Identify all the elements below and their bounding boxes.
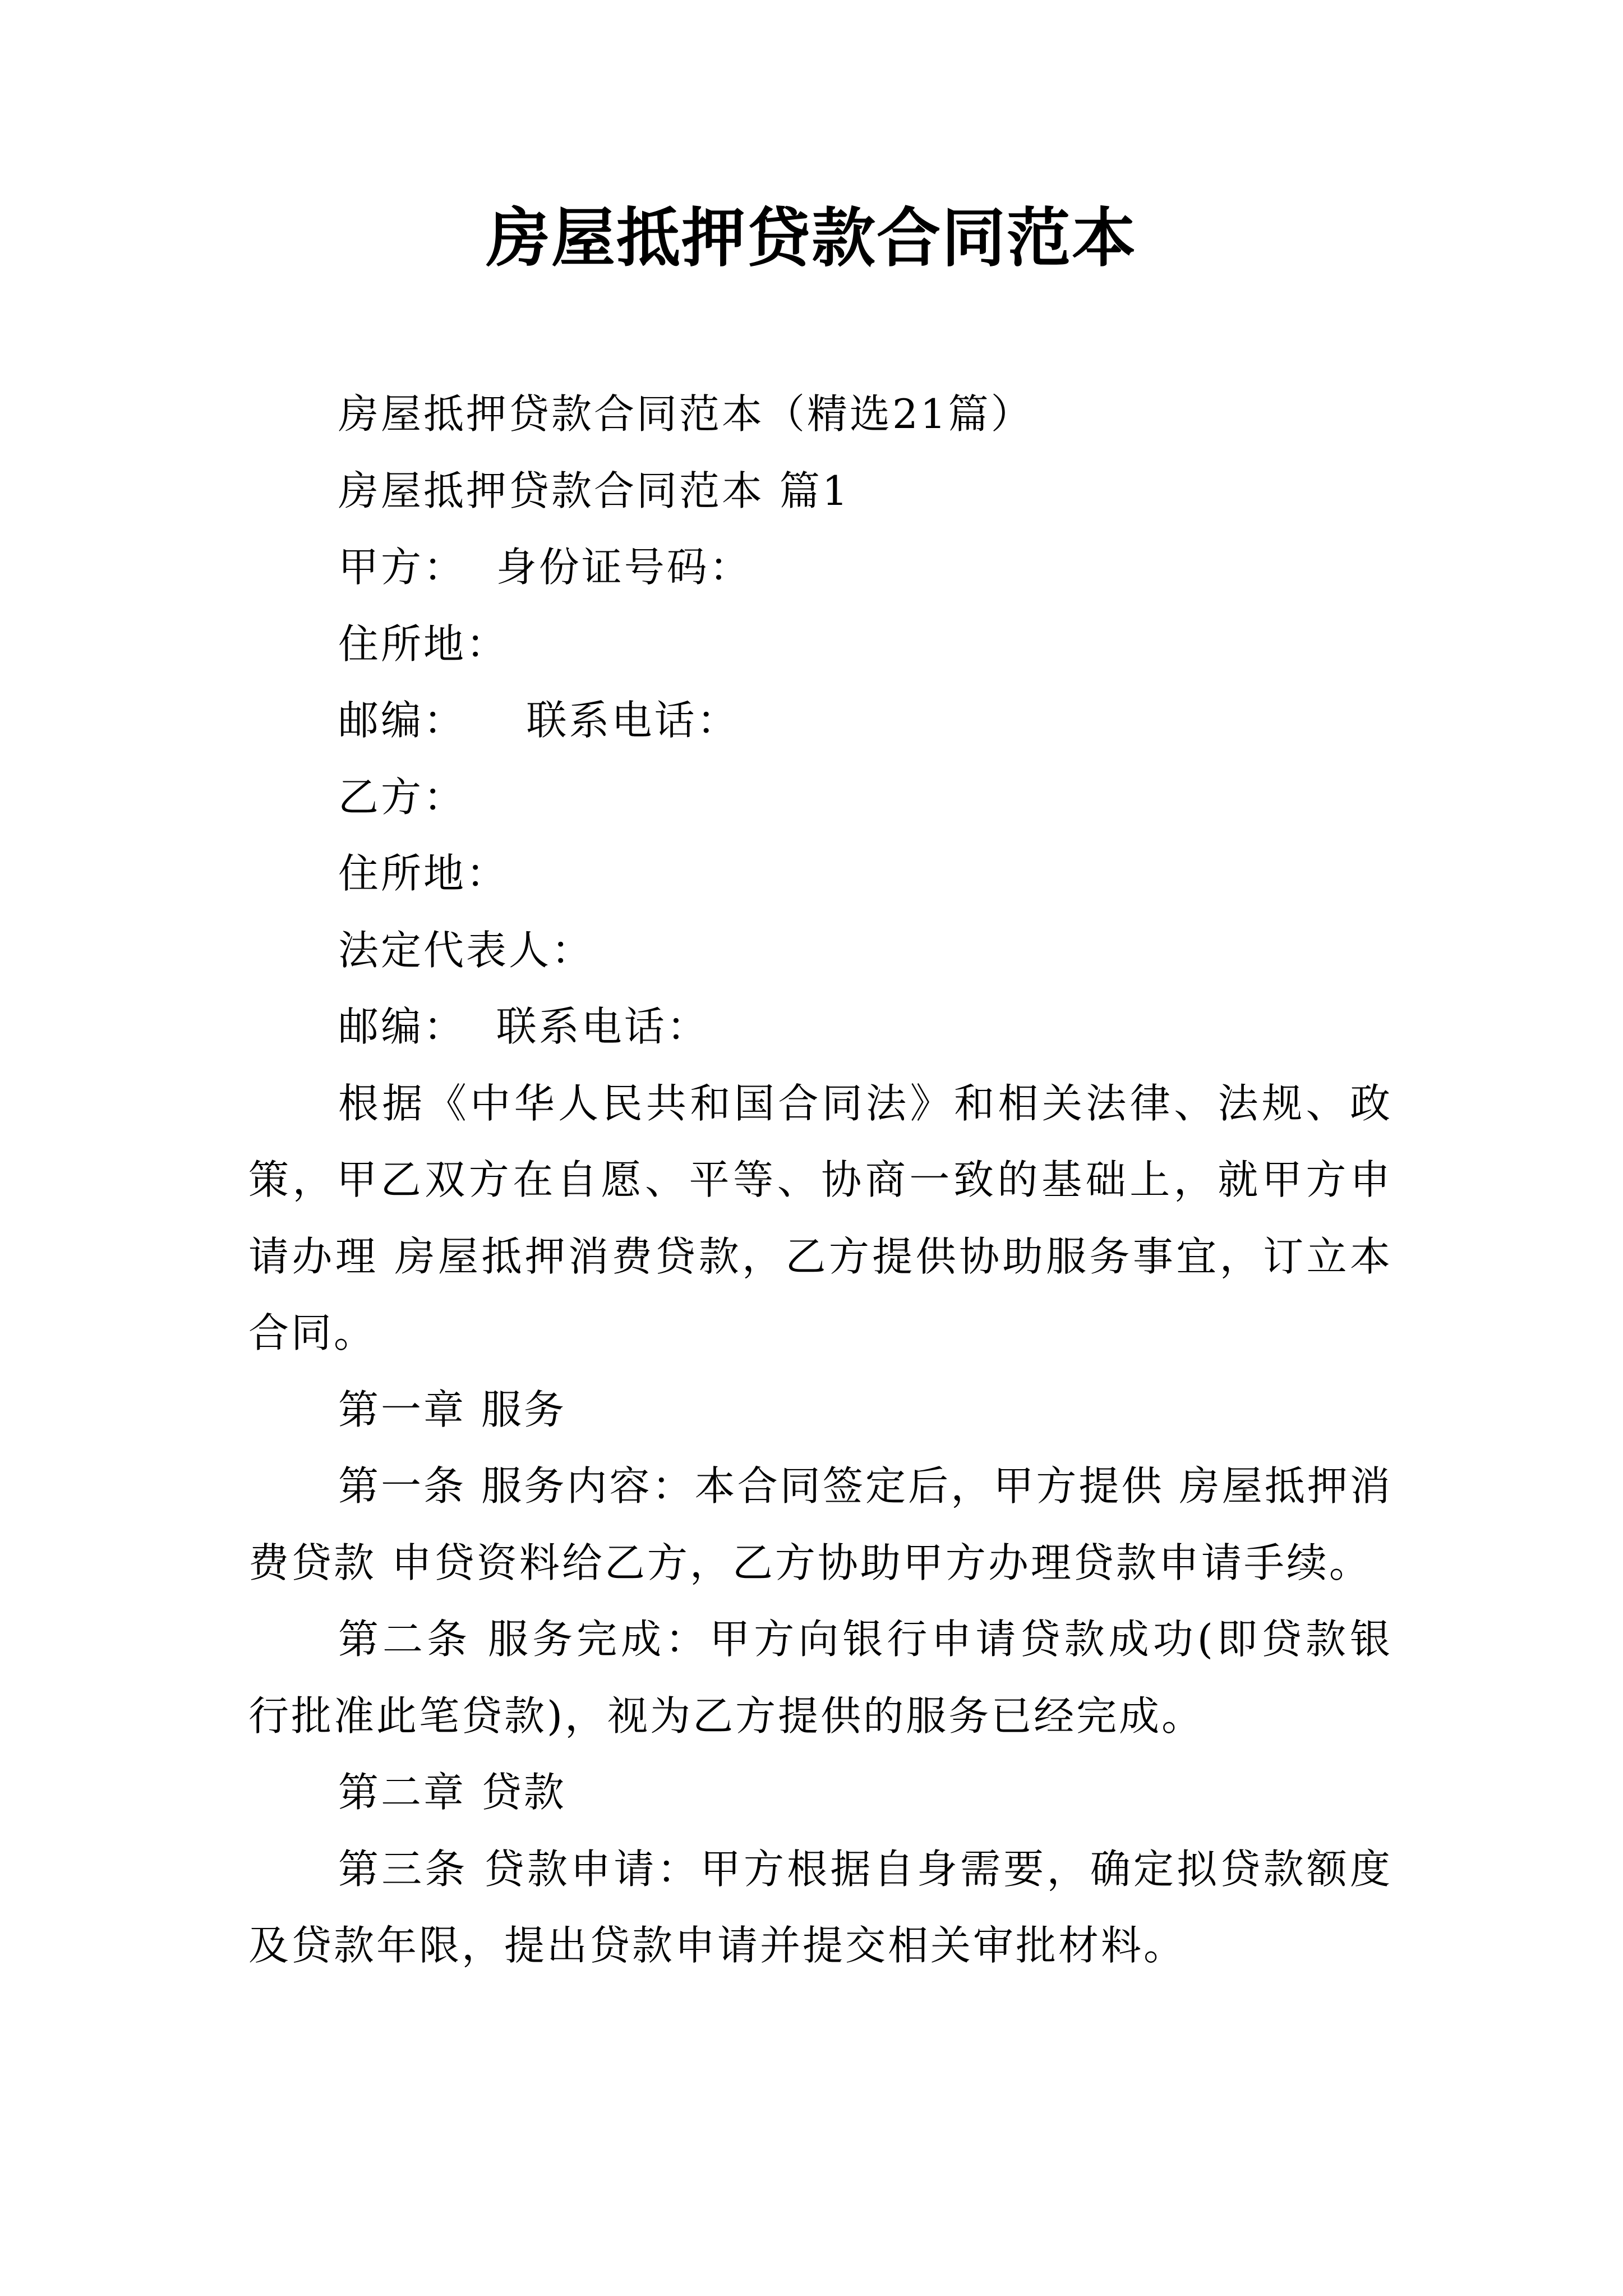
document-title: 房屋抵押贷款合同范本 <box>486 201 1137 275</box>
paragraph: 法定代表人： <box>338 926 594 974</box>
paragraph: 第二条 服务完成：甲方向银行申请贷款成功(即贷款银行批准此笔贷款)，视为乙方提供的服务已经完成。 <box>248 1616 1393 1740</box>
paragraph: 住所地： <box>338 620 509 668</box>
paragraph: 甲方： 身份证号码： <box>338 544 752 591</box>
paragraph: 房屋抵押贷款合同范本 篇1 <box>338 467 850 514</box>
paragraph: 乙方： <box>338 773 467 821</box>
document-body <box>248 376 1393 1984</box>
paragraph: 邮编： 联系电话： <box>338 697 740 744</box>
paragraph: 第二章 贷款 <box>338 1769 566 1816</box>
paragraph: 邮编： 联系电话： <box>338 1003 709 1050</box>
paragraph: 第一条 服务内容：本合同签定后，甲方提供 房屋抵押消费贷款 申贷资料给乙方，乙方协助甲方办理贷款申请手续。 <box>248 1462 1393 1586</box>
paragraph: 房屋抵押贷款合同范本（精选21篇） <box>338 390 1034 438</box>
paragraph: 住所地： <box>338 850 509 897</box>
paragraph: 根据《中华人民共和国合同法》和相关法律、法规、政策，甲乙双方在自愿、平等、协商一致的基础上，就甲方申请办理 房屋抵押消费贷款，乙方提供协助服务事宜，订立本合同。 <box>248 1079 1393 1356</box>
paragraph: 第一章 服务 <box>338 1386 566 1433</box>
paragraph: 第三条 贷款申请：甲方根据自身需要，确定拟贷款额度及贷款年限，提出贷款申请并提交相关审批材料。 <box>248 1845 1393 1969</box>
